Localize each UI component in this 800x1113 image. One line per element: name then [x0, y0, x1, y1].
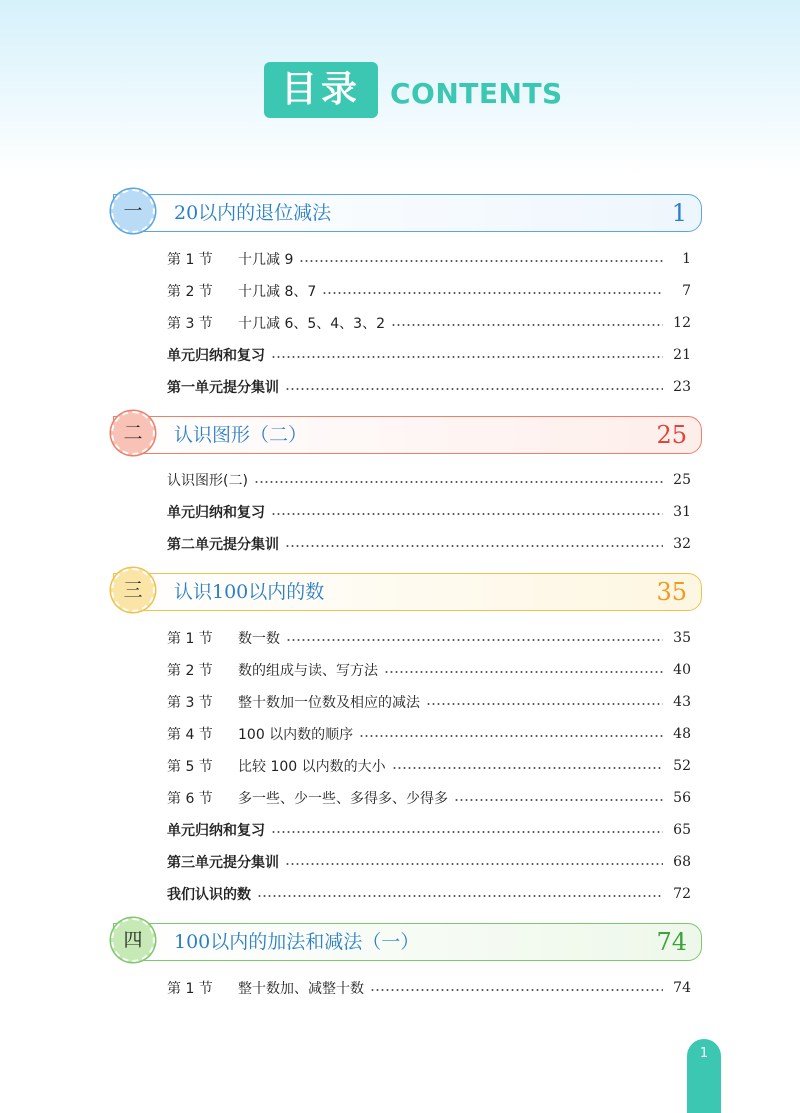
dot-leader [384, 671, 663, 673]
chapter-4-number: 四 [111, 918, 155, 962]
toc-entry[interactable] [167, 626, 691, 650]
entry-section: 第 1 节 [167, 631, 213, 647]
chapter-3-header[interactable] [113, 573, 702, 611]
toc-entry[interactable] [167, 818, 691, 842]
entry-section: 第 5 节 [167, 759, 213, 775]
entry-title: 十几减 6、5、4、3、2 [238, 316, 385, 332]
entry-section: 第 1 节 [167, 981, 213, 997]
entry-page: 1 [682, 251, 691, 267]
entry-section: 第 3 节 [167, 695, 213, 711]
toc-entry[interactable] [167, 375, 691, 399]
entry-title: 100 以内数的顺序 [238, 727, 354, 743]
dot-leader [285, 388, 663, 390]
toc-entry[interactable] [167, 247, 691, 271]
entry-page: 65 [673, 822, 691, 838]
entry-page: 7 [682, 283, 691, 299]
entry-title: 数一数 [238, 631, 280, 647]
toc-entry[interactable] [167, 690, 691, 714]
toc-title-cn: 目录 [264, 62, 378, 118]
entry-section: 第 1 节 [167, 252, 213, 268]
entry-title: 十几减 8、7 [238, 284, 317, 300]
chapter-1-page: 1 [671, 199, 687, 227]
chapter-2-number: 二 [111, 411, 155, 455]
entry-page: 52 [673, 758, 691, 774]
dot-leader [286, 639, 663, 641]
toc-entry[interactable] [167, 658, 691, 682]
dot-leader [271, 831, 663, 833]
toc-entry[interactable] [167, 343, 691, 367]
entry-page: 31 [673, 504, 691, 520]
chapter-1-title: 20以内的退位减法 [174, 202, 332, 224]
chapter-4-page: 74 [656, 928, 687, 956]
dot-leader [391, 324, 663, 326]
chapter-3-page: 35 [656, 578, 687, 606]
dot-leader [370, 989, 663, 991]
entry-title: 第二单元提分集训 [167, 537, 279, 553]
toc-entry[interactable] [167, 500, 691, 524]
entry-title: 第三单元提分集训 [167, 855, 279, 871]
dot-leader [257, 895, 663, 897]
toc-entry[interactable] [167, 532, 691, 556]
chapter-1-number: 一 [111, 189, 155, 233]
chapter-4-title: 100以内的加法和减法（一） [174, 931, 420, 953]
entry-title: 第一单元提分集训 [167, 380, 279, 396]
dot-leader [254, 481, 663, 483]
entry-title: 我们认识的数 [167, 887, 251, 903]
toc-entry[interactable] [167, 786, 691, 810]
chapter-2-header[interactable] [113, 416, 702, 454]
entry-page: 12 [673, 315, 691, 331]
entry-title: 比较 100 以内数的大小 [238, 759, 386, 775]
dot-leader [322, 292, 663, 294]
entry-title: 十几减 9 [238, 252, 294, 268]
chapter-4-header[interactable] [113, 923, 702, 961]
entry-page: 48 [673, 726, 691, 742]
entry-page: 68 [673, 854, 691, 870]
entry-section: 第 6 节 [167, 791, 213, 807]
entry-section: 第 4 节 [167, 727, 213, 743]
chapter-3-title: 认识100以内的数 [174, 581, 325, 603]
dot-leader [285, 863, 663, 865]
entry-page: 74 [673, 980, 691, 996]
entry-page: 72 [673, 886, 691, 902]
toc-entry[interactable] [167, 976, 691, 1000]
toc-entry[interactable] [167, 882, 691, 906]
toc-entry[interactable] [167, 722, 691, 746]
chapter-2-page: 25 [656, 421, 687, 449]
entry-section: 第 2 节 [167, 284, 213, 300]
entry-title: 单元归纳和复习 [167, 823, 265, 839]
entry-page: 35 [673, 630, 691, 646]
chapter-2-title: 认识图形（二） [174, 424, 308, 446]
entry-title: 单元归纳和复习 [167, 348, 265, 364]
entry-title: 单元归纳和复习 [167, 505, 265, 521]
dot-leader [392, 767, 663, 769]
entry-title: 多一些、少一些、多得多、少得多 [238, 791, 448, 807]
toc-entry[interactable] [167, 754, 691, 778]
dot-leader [271, 513, 663, 515]
page-number-tab: 1 [687, 1039, 721, 1113]
dot-leader [454, 799, 663, 801]
dot-leader [426, 703, 663, 705]
toc-entry[interactable] [167, 850, 691, 874]
entry-page: 40 [673, 662, 691, 678]
entry-title: 整十数加、减整十数 [238, 981, 364, 997]
dot-leader [271, 356, 663, 358]
dot-leader [285, 545, 663, 547]
dot-leader [359, 735, 663, 737]
entry-page: 56 [673, 790, 691, 806]
entry-title: 整十数加一位数及相应的减法 [238, 695, 420, 711]
toc-entry[interactable] [167, 468, 691, 492]
toc-entry[interactable] [167, 279, 691, 303]
entry-page: 23 [673, 379, 691, 395]
entry-section: 第 2 节 [167, 663, 213, 679]
dot-leader [299, 260, 663, 262]
toc-entry[interactable] [167, 311, 691, 335]
entry-title: 认识图形(二) [167, 473, 248, 489]
entry-page: 21 [673, 347, 691, 363]
entry-title: 数的组成与读、写方法 [238, 663, 378, 679]
chapter-1-header[interactable] [113, 194, 702, 232]
toc-header [0, 62, 800, 118]
entry-page: 43 [673, 694, 691, 710]
entry-page: 25 [673, 472, 691, 488]
toc-title-en: CONTENTS [390, 77, 563, 110]
chapter-3-number: 三 [111, 568, 155, 612]
entry-section: 第 3 节 [167, 316, 213, 332]
entry-page: 32 [673, 536, 691, 552]
